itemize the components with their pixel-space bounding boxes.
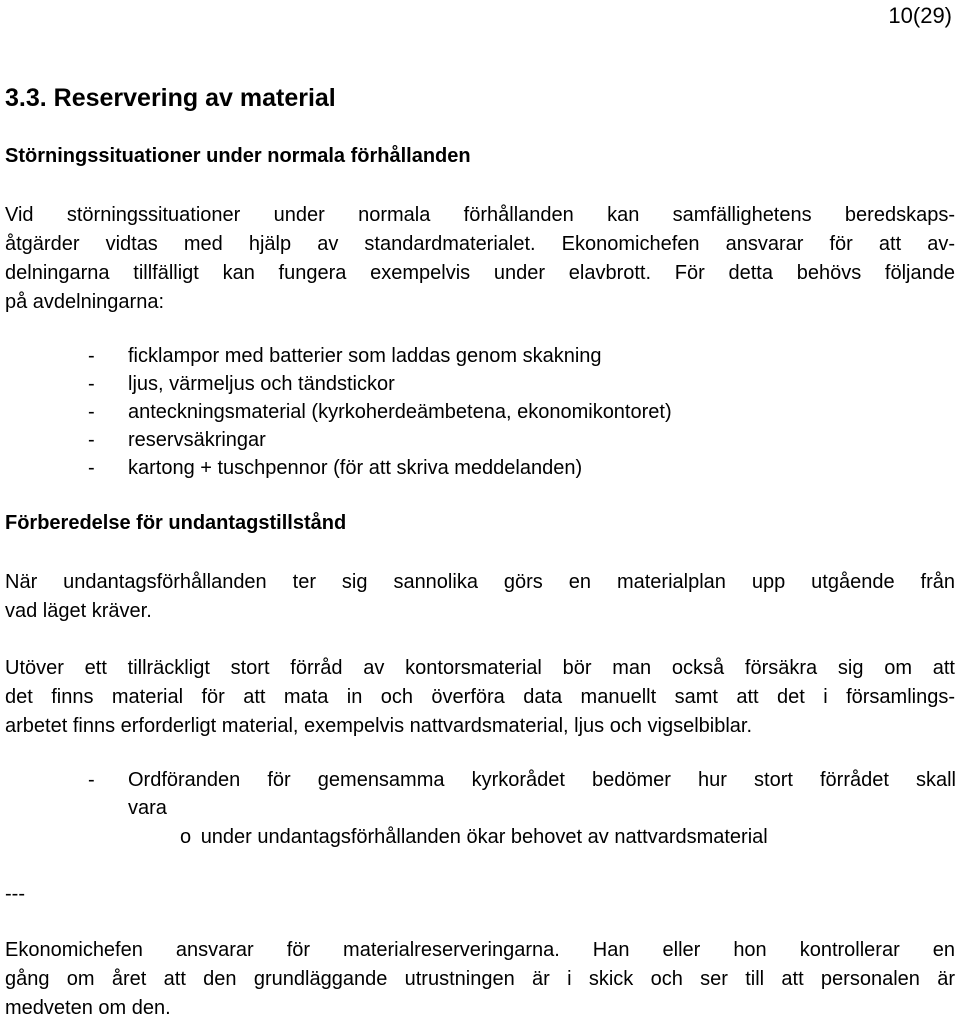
list-item xyxy=(88,398,672,426)
paragraph-line: Utöver ett tillräckligt stort förråd av kontorsmaterial bör man också försäkra sig om att xyxy=(5,657,955,679)
list-dash: - xyxy=(88,345,95,367)
list-item-text: ficklampor med batterier som laddas genom skakning xyxy=(128,345,602,367)
supplies-list xyxy=(88,342,672,482)
list-dash: - xyxy=(88,401,95,423)
list-dash: - xyxy=(88,429,95,451)
list-item-text: reservsäkringar xyxy=(128,429,266,451)
separator-mark: --- xyxy=(5,883,25,905)
paragraph-line: delningarna tillfälligt kan fungera exempelvis under elavbrott. För detta behövs följande xyxy=(5,262,955,284)
section-title: 3.3. Reservering av material xyxy=(5,84,336,112)
paragraph-line: När undantagsförhållanden ter sig sannolika görs en materialplan upp utgående från xyxy=(5,571,955,593)
decision-line: Ordföranden för gemensamma kyrkorådet bedömer hur stort förrådet skall xyxy=(128,769,956,791)
list-dash: - xyxy=(88,457,95,479)
paragraph-line: arbetet finns erforderligt material, exempelvis nattvardsmaterial, ljus och vigselbiblar. xyxy=(5,715,753,737)
paragraph-office-supplies xyxy=(5,654,955,741)
paragraph-line: medveten om den. xyxy=(5,997,171,1019)
paragraph-line: åtgärder vidtas med hjälp av standardmaterialet. Ekonomichefen ansvarar för att av- xyxy=(5,233,955,255)
list-item-text: anteckningsmaterial (kyrkoherdeämbetena, ekonomikontoret) xyxy=(128,401,672,423)
paragraph-responsibility xyxy=(5,936,955,1023)
list-dash: - xyxy=(88,373,95,395)
decision-item xyxy=(88,766,956,822)
paragraph-material-plan xyxy=(5,568,955,626)
subheading-emergency-preparation: Förberedelse för undantagstillstånd xyxy=(5,512,347,534)
list-item xyxy=(88,426,672,454)
paragraph-line: Vid störningssituationer under normala förhållanden kan samfällighetens beredskaps- xyxy=(5,204,955,226)
paragraph-line: Ekonomichefen ansvarar för materialreserveringarna. Han eller hon kontrollerar en xyxy=(5,939,955,961)
page-number: 10(29) xyxy=(888,3,952,28)
decision-line: vara xyxy=(128,797,167,819)
decision-text xyxy=(88,766,956,822)
sub-item-marker: o xyxy=(180,826,192,848)
paragraph-line: på avdelningarna: xyxy=(5,291,165,313)
paragraph-line: gång om året att den grundläggande utrustningen är i skick och ser till att personalen är xyxy=(5,968,955,990)
list-item xyxy=(88,342,672,370)
subheading-normal-conditions: Störningssituationer under normala förhållanden xyxy=(5,145,471,167)
list-item-text: kartong + tuschpennor (för att skriva meddelanden) xyxy=(128,457,583,479)
list-item xyxy=(88,454,672,482)
paragraph-normal-conditions xyxy=(5,201,955,317)
list-item xyxy=(88,370,672,398)
paragraph-line: det finns material för att mata in och överföra data manuellt samt att det i församlings- xyxy=(5,686,955,708)
sub-list-item xyxy=(180,823,768,851)
paragraph-line: vad läget kräver. xyxy=(5,600,152,622)
list-item-text: ljus, värmeljus och tändstickor xyxy=(128,373,395,395)
list-dash: - xyxy=(88,769,95,791)
sub-item-text: under undantagsförhållanden ökar behovet av nattvardsmaterial xyxy=(200,826,768,848)
